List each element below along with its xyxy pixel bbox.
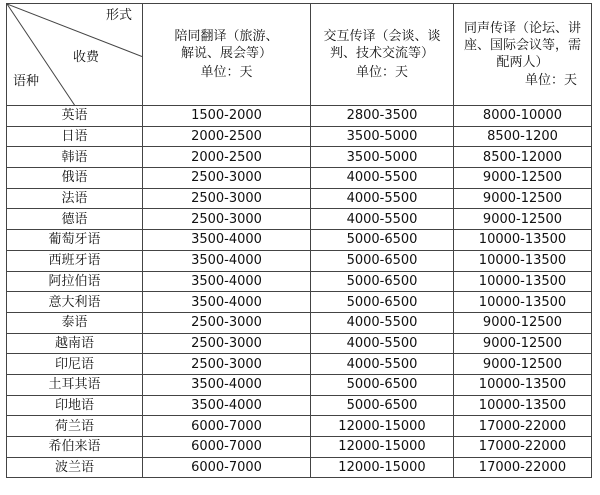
escort-price-cell: 2000-2500 <box>143 126 311 147</box>
consecutive-price-cell: 2800-3500 <box>311 106 454 127</box>
table-row <box>7 457 592 478</box>
escort-price-cell: 3500-4000 <box>143 374 311 395</box>
language-cell: 俄语 <box>7 168 143 189</box>
language-cell: 英语 <box>7 106 143 127</box>
header-form-label: 形式 <box>105 8 132 23</box>
simultaneous-price-cell: 8000-10000 <box>454 106 592 127</box>
escort-price-cell: 6000-7000 <box>143 416 311 437</box>
header-escort-interpreting <box>143 4 311 106</box>
table-row <box>7 106 592 127</box>
consecutive-price-cell: 5000-6500 <box>311 292 454 313</box>
consecutive-price-cell: 4000-5500 <box>311 312 454 333</box>
table-row <box>7 437 592 458</box>
language-cell: 印地语 <box>7 395 143 416</box>
consecutive-price-cell: 4000-5500 <box>311 354 454 375</box>
language-cell: 荷兰语 <box>7 416 143 437</box>
language-cell: 印尼语 <box>7 354 143 375</box>
header-line: 判、技术交流等） <box>329 46 434 61</box>
escort-price-cell: 2500-3000 <box>143 354 311 375</box>
consecutive-price-cell: 12000-15000 <box>311 457 454 478</box>
consecutive-price-cell: 4000-5500 <box>311 209 454 230</box>
language-cell: 法语 <box>7 188 143 209</box>
table-row <box>7 271 592 292</box>
table-row <box>7 188 592 209</box>
header-row <box>7 4 592 106</box>
consecutive-price-cell: 12000-15000 <box>311 416 454 437</box>
escort-price-cell: 2500-3000 <box>143 188 311 209</box>
escort-price-cell: 2500-3000 <box>143 168 311 189</box>
simultaneous-price-cell: 10000-13500 <box>454 374 592 395</box>
language-cell: 德语 <box>7 209 143 230</box>
language-cell: 土耳其语 <box>7 374 143 395</box>
simultaneous-price-cell: 17000-22000 <box>454 437 592 458</box>
header-line: 陪同翻译（旅游、 <box>174 29 279 44</box>
table-row <box>7 374 592 395</box>
simultaneous-price-cell: 17000-22000 <box>454 416 592 437</box>
table-row <box>7 416 592 437</box>
language-cell: 阿拉伯语 <box>7 271 143 292</box>
simultaneous-price-cell: 10000-13500 <box>454 292 592 313</box>
header-line: 解说、展会等） <box>180 46 272 61</box>
table-row <box>7 292 592 313</box>
table-row <box>7 168 592 189</box>
simultaneous-price-cell: 8500-1200 <box>454 126 592 147</box>
simultaneous-price-cell: 9000-12500 <box>454 188 592 209</box>
simultaneous-price-cell: 10000-13500 <box>454 250 592 271</box>
escort-price-cell: 3500-4000 <box>143 230 311 251</box>
simultaneous-price-cell: 10000-13500 <box>454 395 592 416</box>
consecutive-price-cell: 4000-5500 <box>311 168 454 189</box>
header-consecutive-interpreting <box>311 4 454 106</box>
consecutive-price-cell: 5000-6500 <box>311 271 454 292</box>
simultaneous-price-cell: 8500-12000 <box>454 147 592 168</box>
header-line: 座、国际会议等，需 <box>463 38 581 53</box>
language-cell: 泰语 <box>7 312 143 333</box>
header-unit: 单位：天 <box>200 65 253 80</box>
language-cell: 希伯来语 <box>7 437 143 458</box>
simultaneous-price-cell: 9000-12500 <box>454 354 592 375</box>
escort-price-cell: 3500-4000 <box>143 250 311 271</box>
escort-price-cell: 2500-3000 <box>143 312 311 333</box>
language-cell: 韩语 <box>7 147 143 168</box>
simultaneous-price-cell: 17000-22000 <box>454 457 592 478</box>
consecutive-price-cell: 12000-15000 <box>311 437 454 458</box>
escort-price-cell: 3500-4000 <box>143 292 311 313</box>
table-row <box>7 333 592 354</box>
diagonal-header-cell <box>7 4 143 106</box>
language-cell: 葡萄牙语 <box>7 230 143 251</box>
consecutive-price-cell: 5000-6500 <box>311 374 454 395</box>
table-row <box>7 126 592 147</box>
header-line: 交互传译（会谈、谈 <box>323 29 441 44</box>
consecutive-price-cell: 5000-6500 <box>311 395 454 416</box>
table-row <box>7 230 592 251</box>
simultaneous-price-cell: 9000-12500 <box>454 312 592 333</box>
escort-price-cell: 2000-2500 <box>143 147 311 168</box>
table-row <box>7 312 592 333</box>
language-cell: 波兰语 <box>7 457 143 478</box>
language-cell: 西班牙语 <box>7 250 143 271</box>
header-language-label: 语种 <box>13 74 40 89</box>
header-fee-label: 收费 <box>73 50 100 65</box>
price-table-container <box>6 3 591 478</box>
table-row <box>7 147 592 168</box>
table-row <box>7 354 592 375</box>
simultaneous-price-cell: 9000-12500 <box>454 168 592 189</box>
simultaneous-price-cell: 10000-13500 <box>454 230 592 251</box>
language-cell: 日语 <box>7 126 143 147</box>
language-cell: 意大利语 <box>7 292 143 313</box>
table-row <box>7 395 592 416</box>
consecutive-price-cell: 5000-6500 <box>311 230 454 251</box>
escort-price-cell: 6000-7000 <box>143 437 311 458</box>
simultaneous-price-cell: 9000-12500 <box>454 209 592 230</box>
simultaneous-price-cell: 10000-13500 <box>454 271 592 292</box>
escort-price-cell: 2500-3000 <box>143 333 311 354</box>
header-simultaneous-interpreting <box>454 4 592 106</box>
table-row <box>7 250 592 271</box>
consecutive-price-cell: 3500-5000 <box>311 126 454 147</box>
consecutive-price-cell: 4000-5500 <box>311 333 454 354</box>
escort-price-cell: 1500-2000 <box>143 106 311 127</box>
price-table <box>6 3 592 478</box>
header-line: 配两人） <box>496 55 549 70</box>
header-unit: 单位：天 <box>524 73 577 88</box>
header-line: 同声传译（论坛、讲 <box>463 21 581 36</box>
table-row <box>7 209 592 230</box>
escort-price-cell: 2500-3000 <box>143 209 311 230</box>
language-cell: 越南语 <box>7 333 143 354</box>
header-unit: 单位：天 <box>355 65 408 80</box>
consecutive-price-cell: 5000-6500 <box>311 250 454 271</box>
escort-price-cell: 6000-7000 <box>143 457 311 478</box>
escort-price-cell: 3500-4000 <box>143 395 311 416</box>
escort-price-cell: 3500-4000 <box>143 271 311 292</box>
consecutive-price-cell: 4000-5500 <box>311 188 454 209</box>
simultaneous-price-cell: 9000-12500 <box>454 333 592 354</box>
consecutive-price-cell: 3500-5000 <box>311 147 454 168</box>
